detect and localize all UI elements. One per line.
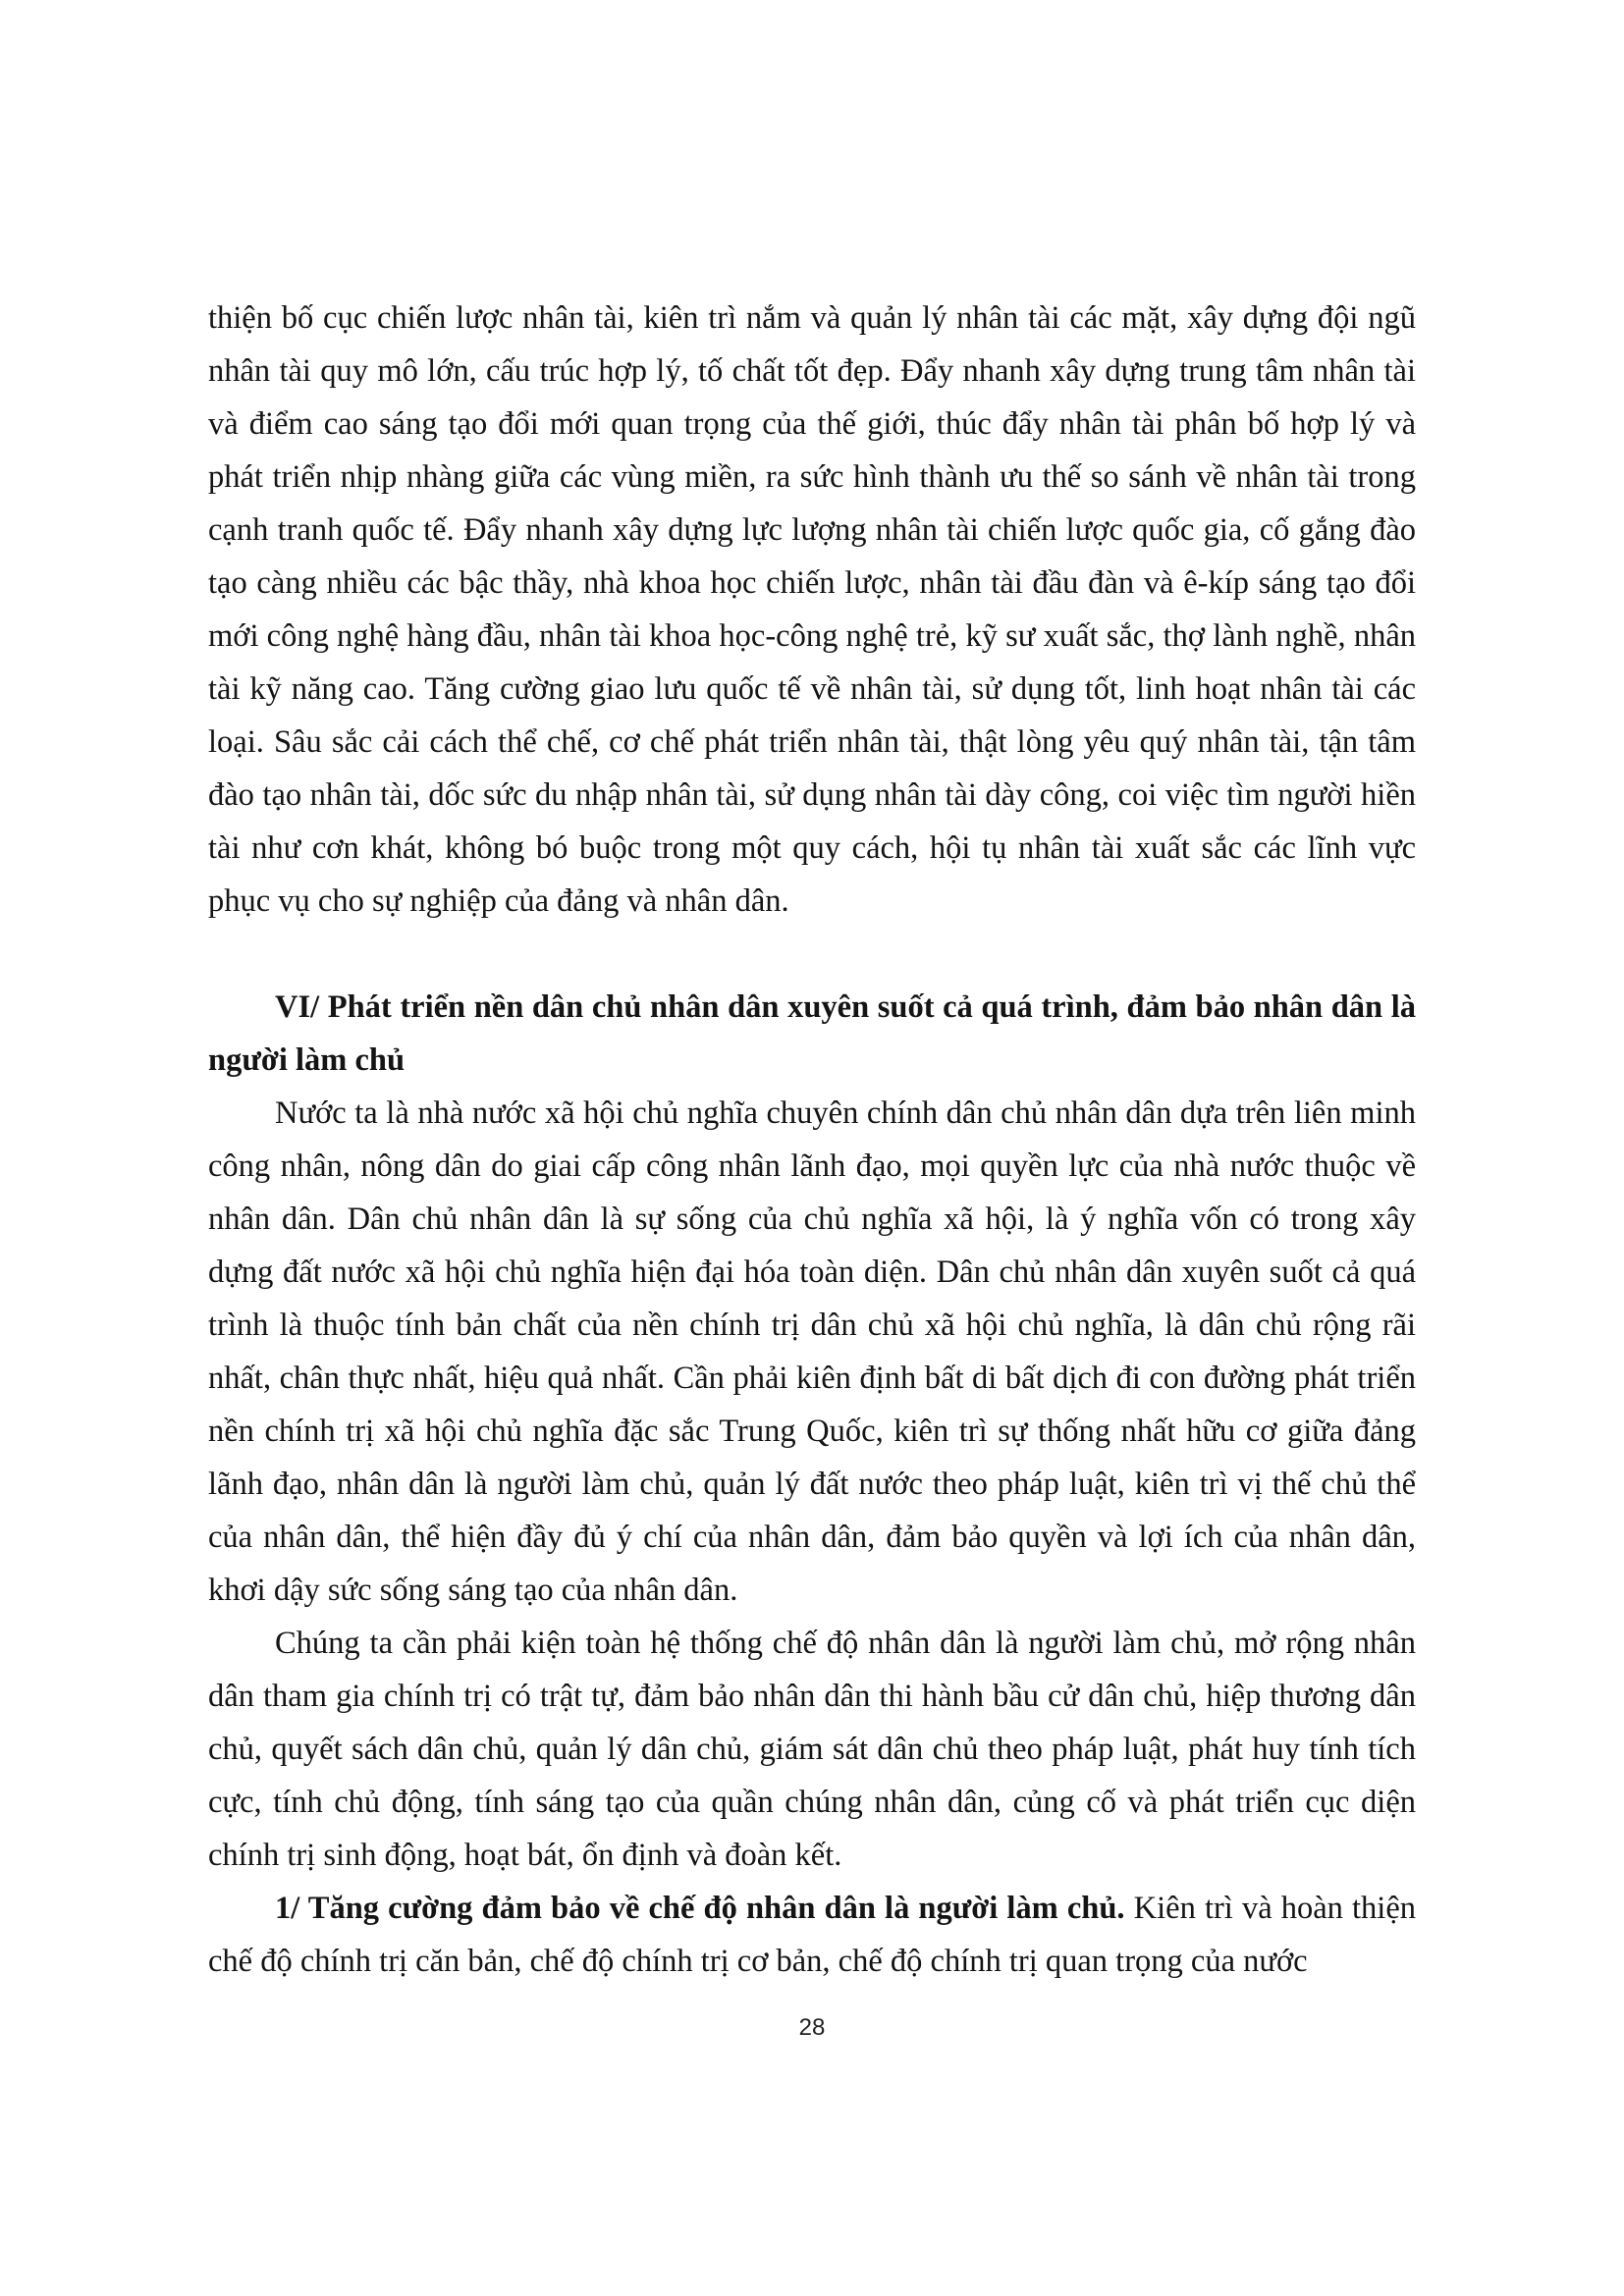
subsection-1-text: Kiên trì và hoàn thiện chế độ chính trị căn bản, chế độ chính trị cơ bản, chế độ chính trị quan trọng của nước [208, 1891, 1416, 1979]
section-heading-vi: VI/ Phát triển nền dân chủ nhân dân xuyên suốt cả quá trình, đảm bảo nhân dân là người làm chủ [208, 989, 1416, 1078]
paragraph-people-democracy: Nước ta là nhà nước xã hội chủ nghĩa chuyên chính dân chủ nhân dân dựa trên liên minh công nhân, nông dân do giai cấp công nhân lãnh đạo, mọi quyền lực của nhà nước thuộc về nhân dân. Dân chủ nhân dân là sự sống của chủ nghĩa xã hội, là ý nghĩa vốn có trong xây dựng đất nước xã hội chủ nghĩa hiện đại hóa toàn diện. Dân chủ nhân dân xuyên suốt cả quá trình là thuộc tính bản chất của nền chính trị dân chủ xã hội chủ nghĩa, là dân chủ rộng rãi nhất, chân thực nhất, hiệu quả nhất. Cần phải kiên định bất di bất dịch đi con đường phát triển nền chính trị xã hội chủ nghĩa đặc sắc Trung Quốc, kiên trì sự thống nhất hữu cơ giữa đảng lãnh đạo, nhân dân là người làm chủ, quản lý đất nước theo pháp luật, kiên trì vị thế chủ thể của nhân dân, thể hiện đầy đủ ý chí của nhân dân, đảm bảo quyền và lợi ích của nhân dân, khơi dậy sức sống sáng tạo của nhân dân. [208, 1095, 1416, 1608]
paragraph-talent-strategy: thiện bố cục chiến lược nhân tài, kiên trì nắm và quản lý nhân tài các mặt, xây dựng đội ngũ nhân tài quy mô lớn, cấu trúc hợp lý, tố chất tốt đẹp. Đẩy nhanh xây dựng trung tâm nhân tài và điểm cao sáng tạo đổi mới quan trọng của thế giới, thúc đẩy nhân tài phân bố hợp lý và phát triển nhịp nhàng giữa các vùng miền, ra sức hình thành ưu thế so sánh về nhân tài trong cạnh tranh quốc tế. Đẩy nhanh xây dựng lực lượng nhân tài chiến lược quốc gia, cố gắng đào tạo càng nhiều các bậc thầy, nhà khoa học chiến lược, nhân tài đầu đàn và ê-kíp sáng tạo đổi mới công nghệ hàng đầu, nhân tài khoa học-công nghệ trẻ, kỹ sư xuất sắc, thợ lành nghề, nhân tài kỹ năng cao. Tăng cường giao lưu quốc tế về nhân tài, sử dụng tốt, linh hoạt nhân tài các loại. Sâu sắc cải cách thể chế, cơ chế phát triển nhân tài, thật lòng yêu quý nhân tài, tận tâm đào tạo nhân tài, dốc sức du nhập nhân tài, sử dụng nhân tài dày công, coi việc tìm người hiền tài như cơn khát, không bó buộc trong một quy cách, hội tụ nhân tài xuất sắc các lĩnh vực phục vụ cho sự nghiệp của đảng và nhân dân. [208, 300, 1416, 919]
subsection-1-title: 1/ Tăng cường đảm bảo về chế độ nhân dân là người làm chủ. [275, 1891, 1125, 1926]
page-number: 28 [798, 2014, 826, 2041]
page-content [208, 292, 1416, 1988]
paragraph-subsection-1 [208, 1882, 1416, 1988]
paragraph-people-mastery-system: Chúng ta cần phải kiện toàn hệ thống chế độ nhân dân là người làm chủ, mở rộng nhân dân tham gia chính trị có trật tự, đảm bảo nhân dân thi hành bầu cử dân chủ, hiệp thương dân chủ, quyết sách dân chủ, quản lý dân chủ, giám sát dân chủ theo pháp luật, phát huy tính tích cực, tính chủ động, tính sáng tạo của quần chúng nhân dân, củng cố và phát triển cục diện chính trị sinh động, hoạt bát, ổn định và đoàn kết. [208, 1626, 1416, 1873]
